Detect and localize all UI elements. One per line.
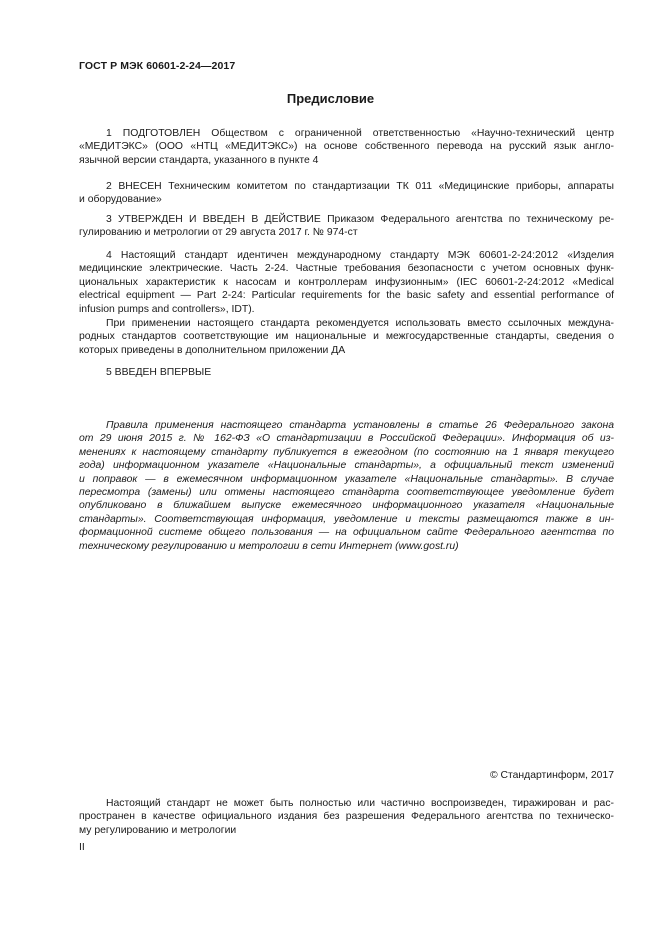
- paragraph-3: [79, 213, 614, 240]
- notice-line: му регулированию и метрологии: [79, 824, 237, 836]
- document-code: ГОСТ Р МЭК 60601-2-24—2017: [79, 60, 236, 72]
- paragraph-5: [79, 366, 614, 379]
- paragraph-line: родных стандартов соответствующие им национальные и межгосударственные стандарты, сведения о: [79, 331, 614, 343]
- paragraph-line: медицинские электрические. Часть 2-24. Частные требования безопасности с учетом основных функ-: [79, 263, 614, 275]
- notice-line: техническому регулированию и метрологии в сети Интернет (www.gost.ru): [79, 540, 459, 552]
- paragraph-1: [79, 127, 614, 167]
- paragraph-line: гулированию и метрологии от 29 августа 2017 г. № 974-ст: [79, 227, 358, 239]
- paragraph-line: infusion pumps and controllers», IDT).: [79, 303, 255, 315]
- notice-line: года) информационном указателе «Национальные стандарты», а официальный текст изменений: [79, 460, 614, 472]
- paragraph-line: которых приведены в дополнительном приложении ДА: [79, 344, 346, 356]
- paragraph-line: При применении настоящего стандарта рекомендуется использовать вместо ссылочных междуна-: [106, 318, 614, 329]
- notice-line: Правила применения настоящего стандарта установлены в статье 26 Федерального закона: [106, 420, 614, 431]
- paragraph-line: 1 ПОДГОТОВЛЕН Обществом с ограниченной ответственностью «Научно-технический центр: [106, 128, 614, 139]
- page-number: II: [79, 842, 85, 853]
- page-title: Предисловие: [286, 91, 375, 106]
- notice-line: и поправок — в ежемесячном информационном указателе «Национальные стандарты». В случае: [79, 473, 614, 485]
- paragraph-4: [79, 249, 614, 316]
- paragraph-line: 4 Настоящий стандарт идентичен международному стандарту МЭК 60601-2-24:2012 «Изделия: [106, 250, 614, 261]
- paragraph-4-application: [79, 317, 614, 357]
- paragraph-line: 5 ВВЕДЕН ВПЕРВЫЕ: [106, 367, 212, 378]
- notice-line: от 29 июня 2015 г. № 162-ФЗ «О стандартизации в Российской Федерации». Информация об из-: [79, 433, 614, 445]
- paragraph-line: 3 УТВЕРЖДЕН И ВВЕДЕН В ДЕЙСТВИЕ Приказом Федерального агентства по техническому ре-: [106, 214, 614, 225]
- reproduction-notice: [79, 797, 614, 837]
- notice-line: менениях к настоящему стандарту публикуется в ежегодном (по состоянию на 1 января текущего: [79, 446, 614, 458]
- paragraph-line: и оборудование»: [79, 194, 162, 206]
- notice-line: Настоящий стандарт не может быть полностью или частично воспроизведен, тиражирован и рас-: [106, 798, 614, 809]
- notice-line: пространен в качестве официального издания без разрешения Федерального агентства по техническо-: [79, 811, 614, 823]
- copyright: © Стандартинформ, 2017: [489, 770, 614, 781]
- notice-line: формационной системе общего пользования — на официальном сайте Федерального агентства по: [79, 527, 614, 539]
- paragraph-line: язычной версии стандарта, указанного в пункте 4: [79, 154, 319, 166]
- paragraph-line: циональных характеристик к насосам и контроллерам инфузионным» (IEC 60601-2-24:2012 «Medical: [79, 276, 614, 288]
- paragraph-line: 2 ВНЕСЕН Техническим комитетом по стандартизации ТК 011 «Медицинские приборы, аппараты: [106, 181, 614, 192]
- paragraph-line: «МЕДИТЭКС» (ООО «НТЦ «МЕДИТЭКС») на основе собственного перевода на русский язык англо-: [79, 141, 614, 153]
- notice-line: пересмотра (замены) или отмены настоящего стандарта соответствующее уведомление будет: [79, 486, 614, 498]
- notice-line: опубликовано в ближайшем выпуске ежемесячного информационного указателя «Национальные: [79, 500, 614, 512]
- paragraph-2: [79, 180, 614, 207]
- rules-notice: [79, 419, 614, 553]
- notice-line: стандарты». Соответствующая информация, уведомление и тексты размещаются также в ин-: [79, 513, 614, 525]
- paragraph-line: electrical equipment — Part 2-24: Particular requirements for the basic safety and essential performance of: [79, 290, 614, 302]
